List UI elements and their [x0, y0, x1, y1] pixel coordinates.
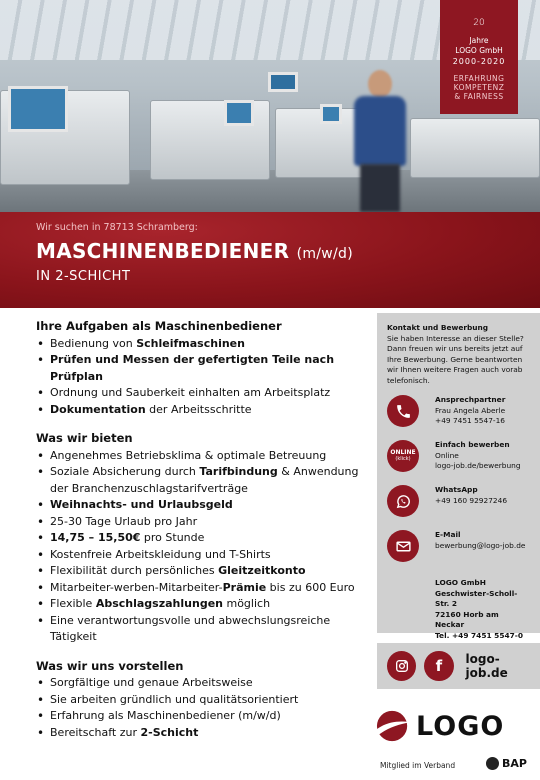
contact-whatsapp[interactable]: WhatsApp +49 160 92927246: [387, 485, 530, 521]
list-item: • Weihnachts- und Urlaubsgeld: [36, 497, 361, 514]
content-section: [36, 318, 361, 418]
job-title: MASCHINENBEDIENER (m/w/d): [36, 239, 353, 263]
company-logo: [374, 708, 534, 744]
machine-screen: [8, 86, 68, 132]
contact-sidebar: [377, 313, 540, 640]
logo-swoosh-icon: [374, 709, 412, 743]
whatsapp-icon: [387, 485, 419, 517]
section-heading: Was wir bieten: [36, 431, 133, 445]
machine-screen: [268, 72, 298, 92]
anniversary-years: 2000-2020: [452, 57, 506, 66]
machine-screen: [224, 100, 254, 126]
list-item: • Angenehmes Betriebsklima & optimale Betreuung: [36, 448, 361, 465]
section-heading: Ihre Aufgaben als Maschinenbediener: [36, 319, 282, 333]
list-item: • 14,75 – 15,50€ pro Stunde: [36, 530, 361, 547]
list-item: • Mitarbeiter-werben-Mitarbeiter-Prämie bis zu 600 Euro: [36, 580, 361, 597]
bullet-list: [36, 336, 361, 419]
list-item: • Eine verantwortungsvolle und abwechslungsreiche Tätigkeit: [36, 613, 361, 646]
company-address: LOGO GmbH Geschwister-Scholl-Str. 2 72160 Horb am Neckar Tel. +49 7451 5547-0: [435, 578, 523, 640]
list-item: • Erfahrung als Maschinenbediener (m/w/d): [36, 708, 361, 725]
contact-phone[interactable]: Ansprechpartner Frau Angela Aberle +49 7451 5547-16: [387, 395, 530, 431]
content-section: [36, 658, 361, 742]
list-item: • Soziale Absicherung durch Tarifbindung & Anwendung der Branchenzuschlagstarifverträge: [36, 464, 361, 497]
instagram-icon[interactable]: [387, 651, 416, 681]
bap-icon: [486, 757, 499, 770]
list-item: • Sie arbeiten gründlich und qualitätsorientiert: [36, 692, 361, 709]
job-subtitle: IN 2-SCHICHT: [36, 269, 131, 284]
anniversary-badge: [440, 0, 518, 114]
machine-far: [410, 118, 540, 178]
machine-screen: [320, 104, 342, 124]
anniversary-company: LOGO GmbH: [455, 46, 503, 55]
online-icon: ONLINE (klick): [387, 440, 419, 472]
location-text: Wir suchen in 78713 Schramberg:: [36, 222, 198, 233]
contact-online[interactable]: ONLINE (klick) Einfach bewerben Online logo-job.de/bewerbung: [387, 440, 530, 476]
hero-photo: [0, 0, 540, 212]
website-link[interactable]: logo-job.de: [465, 652, 508, 680]
job-title-suffix: (m/w/d): [296, 246, 353, 262]
bullet-list: [36, 448, 361, 646]
list-item: • 25-30 Tage Urlaub pro Jahr: [36, 514, 361, 531]
contact-email[interactable]: E-Mail bewerbung@logo-job.de: [387, 530, 530, 566]
worker-figure: [350, 70, 410, 212]
list-item: • Flexible Abschlagszahlungen möglich: [36, 596, 361, 613]
anniversary-unit: Jahre: [469, 36, 489, 45]
list-item: • Bedienung von Schleifmaschinen: [36, 336, 361, 353]
anniversary-tagline: ERFAHRUNG KOMPETENZ & FAIRNESS: [453, 74, 505, 101]
mail-icon: [387, 530, 419, 562]
contact-intro: Kontakt und Bewerbung Sie haben Interesse an dieser Stelle? Dann freuen wir uns bereits jetzt auf Ihre Bewerbung. Gerne beantworten wir Ihnen weitere Fragen auch vorab telefonisch.: [387, 323, 524, 385]
section-heading: Was wir uns vorstellen: [36, 658, 184, 673]
logo-wordmark: LOGO: [416, 710, 505, 742]
facebook-icon[interactable]: f: [424, 651, 453, 681]
list-item: • Flexibilität durch persönliches Gleitzeitkonto: [36, 563, 361, 580]
header-band: [0, 212, 540, 308]
list-item: • Bereitschaft zur 2-Schicht: [36, 725, 361, 742]
list-item: • Kostenfreie Arbeitskleidung und T-Shirts: [36, 547, 361, 564]
list-item: • Sorgfältige und genaue Arbeitsweise: [36, 675, 361, 692]
list-item: • Ordnung und Sauberkeit einhalten am Arbeitsplatz: [36, 385, 361, 402]
bullet-list: [36, 675, 361, 741]
list-item: • Prüfen und Messen der gefertigten Teile nach Prüfplan: [36, 352, 361, 385]
list-item: • Dokumentation der Arbeitsschritte: [36, 402, 361, 419]
job-description: [36, 318, 361, 753]
member-text: Mitglied im Verband: [380, 761, 456, 770]
phone-icon: [387, 395, 419, 427]
bap-logo: BAP: [486, 757, 527, 770]
content-section: [36, 430, 361, 646]
social-bar: [377, 643, 540, 689]
anniversary-number: 20: [473, 18, 485, 28]
